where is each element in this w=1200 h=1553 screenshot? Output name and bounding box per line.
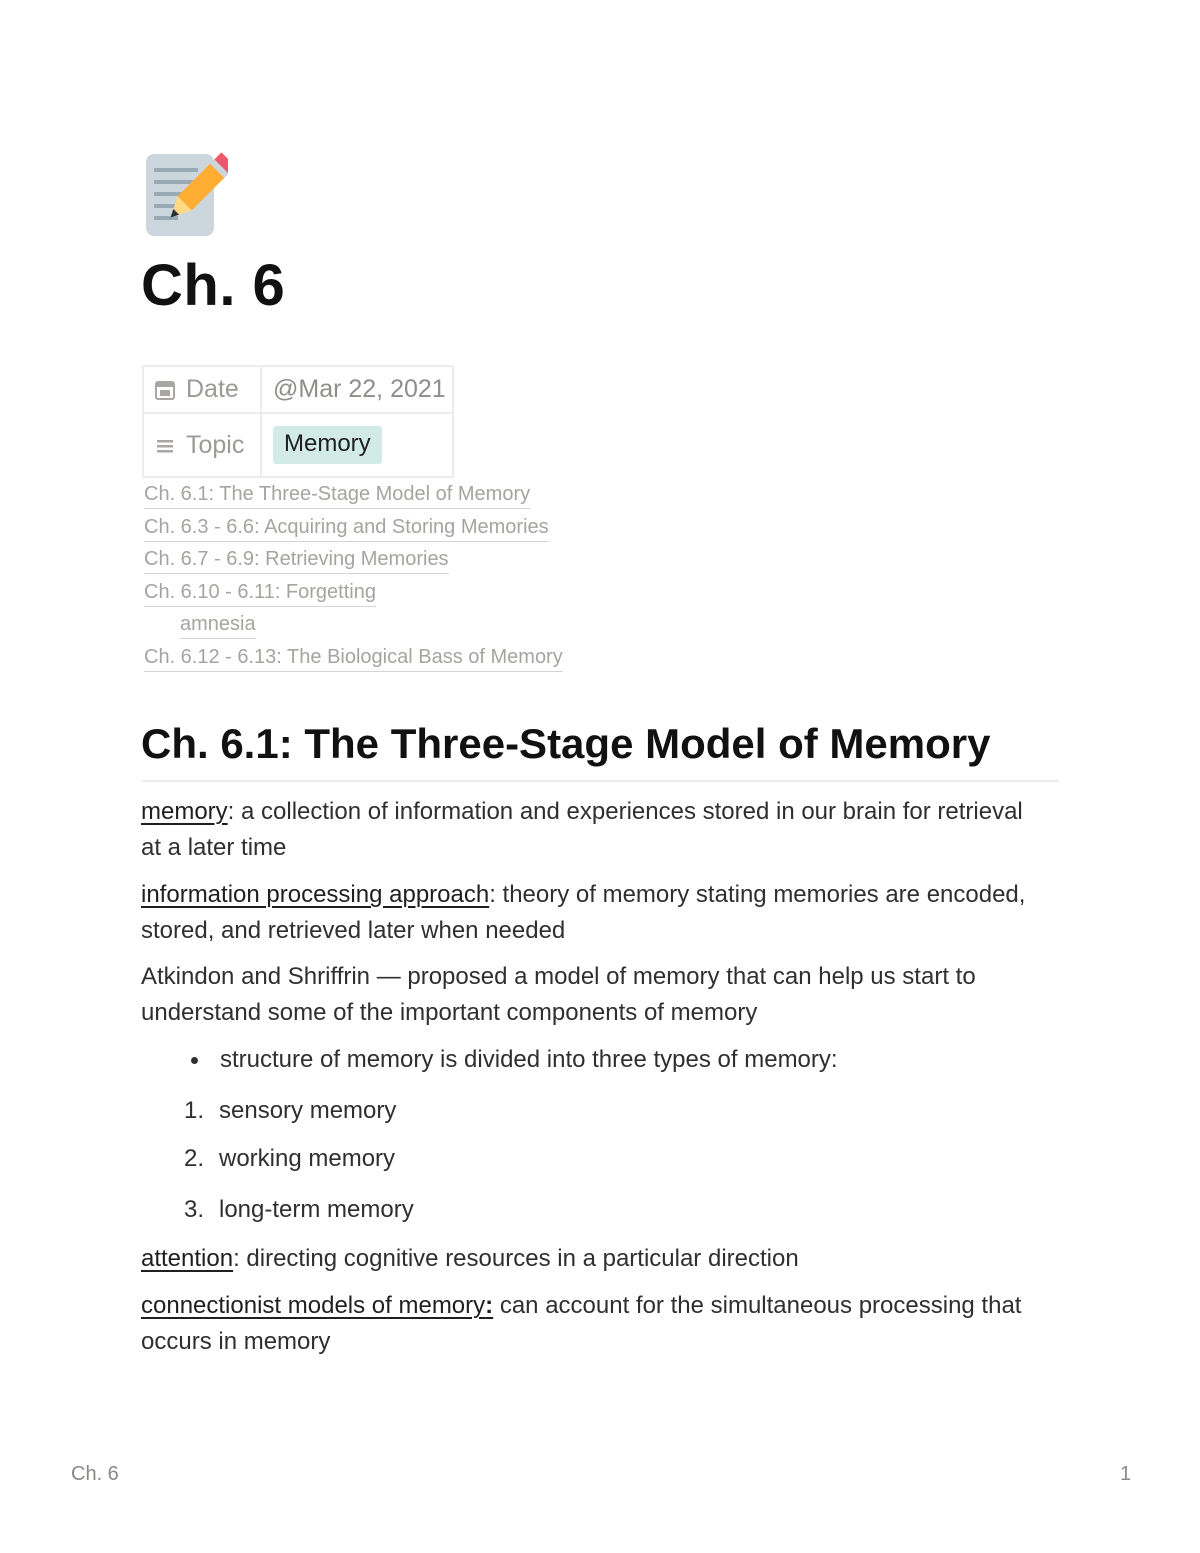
list-number: 2. xyxy=(184,1145,205,1172)
property-key-date xyxy=(143,366,261,413)
property-key-topic xyxy=(143,413,261,477)
definition-ipa xyxy=(141,877,1041,949)
list-number: 1. xyxy=(184,1097,205,1124)
calendar-icon xyxy=(154,379,176,401)
definition-attention xyxy=(141,1241,1041,1277)
definition-text: : a collection of information and experiences stored in our brain for retrieval at a later time xyxy=(141,798,1023,861)
numbered-item xyxy=(184,1141,395,1177)
page-title: Ch. 6 xyxy=(141,253,286,318)
page-number: 1 xyxy=(1120,1463,1132,1485)
property-label-topic: Topic xyxy=(186,430,245,459)
toc-link[interactable]: Ch. 6.1: The Three-Stage Model of Memory xyxy=(144,481,530,509)
list-text: working memory xyxy=(219,1145,396,1172)
section-heading: Ch. 6.1: The Three-Stage Model of Memory xyxy=(141,720,991,767)
toc-link[interactable]: Ch. 6.3 - 6.6: Acquiring and Storing Memories xyxy=(144,514,549,542)
bullet-text: structure of memory is divided into three types of memory: xyxy=(220,1046,838,1073)
definition-memory xyxy=(141,794,1041,866)
properties-table xyxy=(142,365,454,478)
memo-pencil-icon xyxy=(144,152,228,238)
footer-title: Ch. 6 xyxy=(71,1463,119,1485)
term-memory: memory xyxy=(141,798,228,825)
term-information-processing: information processing approach xyxy=(141,881,490,908)
property-value-date[interactable]: @Mar 22, 2021 xyxy=(261,366,453,413)
property-row-topic xyxy=(143,413,453,477)
term-colon: : xyxy=(485,1292,494,1319)
paragraph-atkinson: Atkindon and Shriffrin — proposed a model of memory that can help us start to understand some of the important components of memory xyxy=(141,963,976,1026)
list-text: long-term memory xyxy=(219,1196,414,1223)
list-icon xyxy=(154,434,176,456)
definition-text: : directing cognitive resources in a particular direction xyxy=(233,1245,799,1272)
definition-text: can account for the simultaneous processing that occurs in memory xyxy=(141,1292,1022,1355)
bullet-dot-icon xyxy=(191,1057,198,1064)
numbered-item xyxy=(184,1093,396,1129)
term-connectionist: connectionist models of memory xyxy=(141,1292,486,1319)
toc-link[interactable]: Ch. 6.10 - 6.11: Forgetting xyxy=(144,579,376,607)
list-text: sensory memory xyxy=(219,1097,397,1124)
bullet-item xyxy=(186,1042,838,1078)
topic-tag[interactable]: Memory xyxy=(273,426,382,464)
toc-link[interactable]: Ch. 6.7 - 6.9: Retrieving Memories xyxy=(144,546,449,574)
property-label-date: Date xyxy=(186,375,239,403)
definition-connectionist xyxy=(141,1288,1041,1360)
property-row-date xyxy=(143,366,453,413)
list-number: 3. xyxy=(184,1196,205,1223)
definition-text: : theory of memory stating memories are encoded, stored, and retrieved later when needed xyxy=(141,881,1026,944)
toc-link[interactable]: Ch. 6.12 - 6.13: The Biological Bass of Memory xyxy=(144,644,563,672)
heading-divider xyxy=(142,780,1059,782)
term-attention: attention xyxy=(141,1245,234,1272)
numbered-item xyxy=(184,1192,414,1228)
property-value-topic[interactable] xyxy=(261,413,453,477)
toc-link[interactable]: amnesia xyxy=(180,611,256,639)
